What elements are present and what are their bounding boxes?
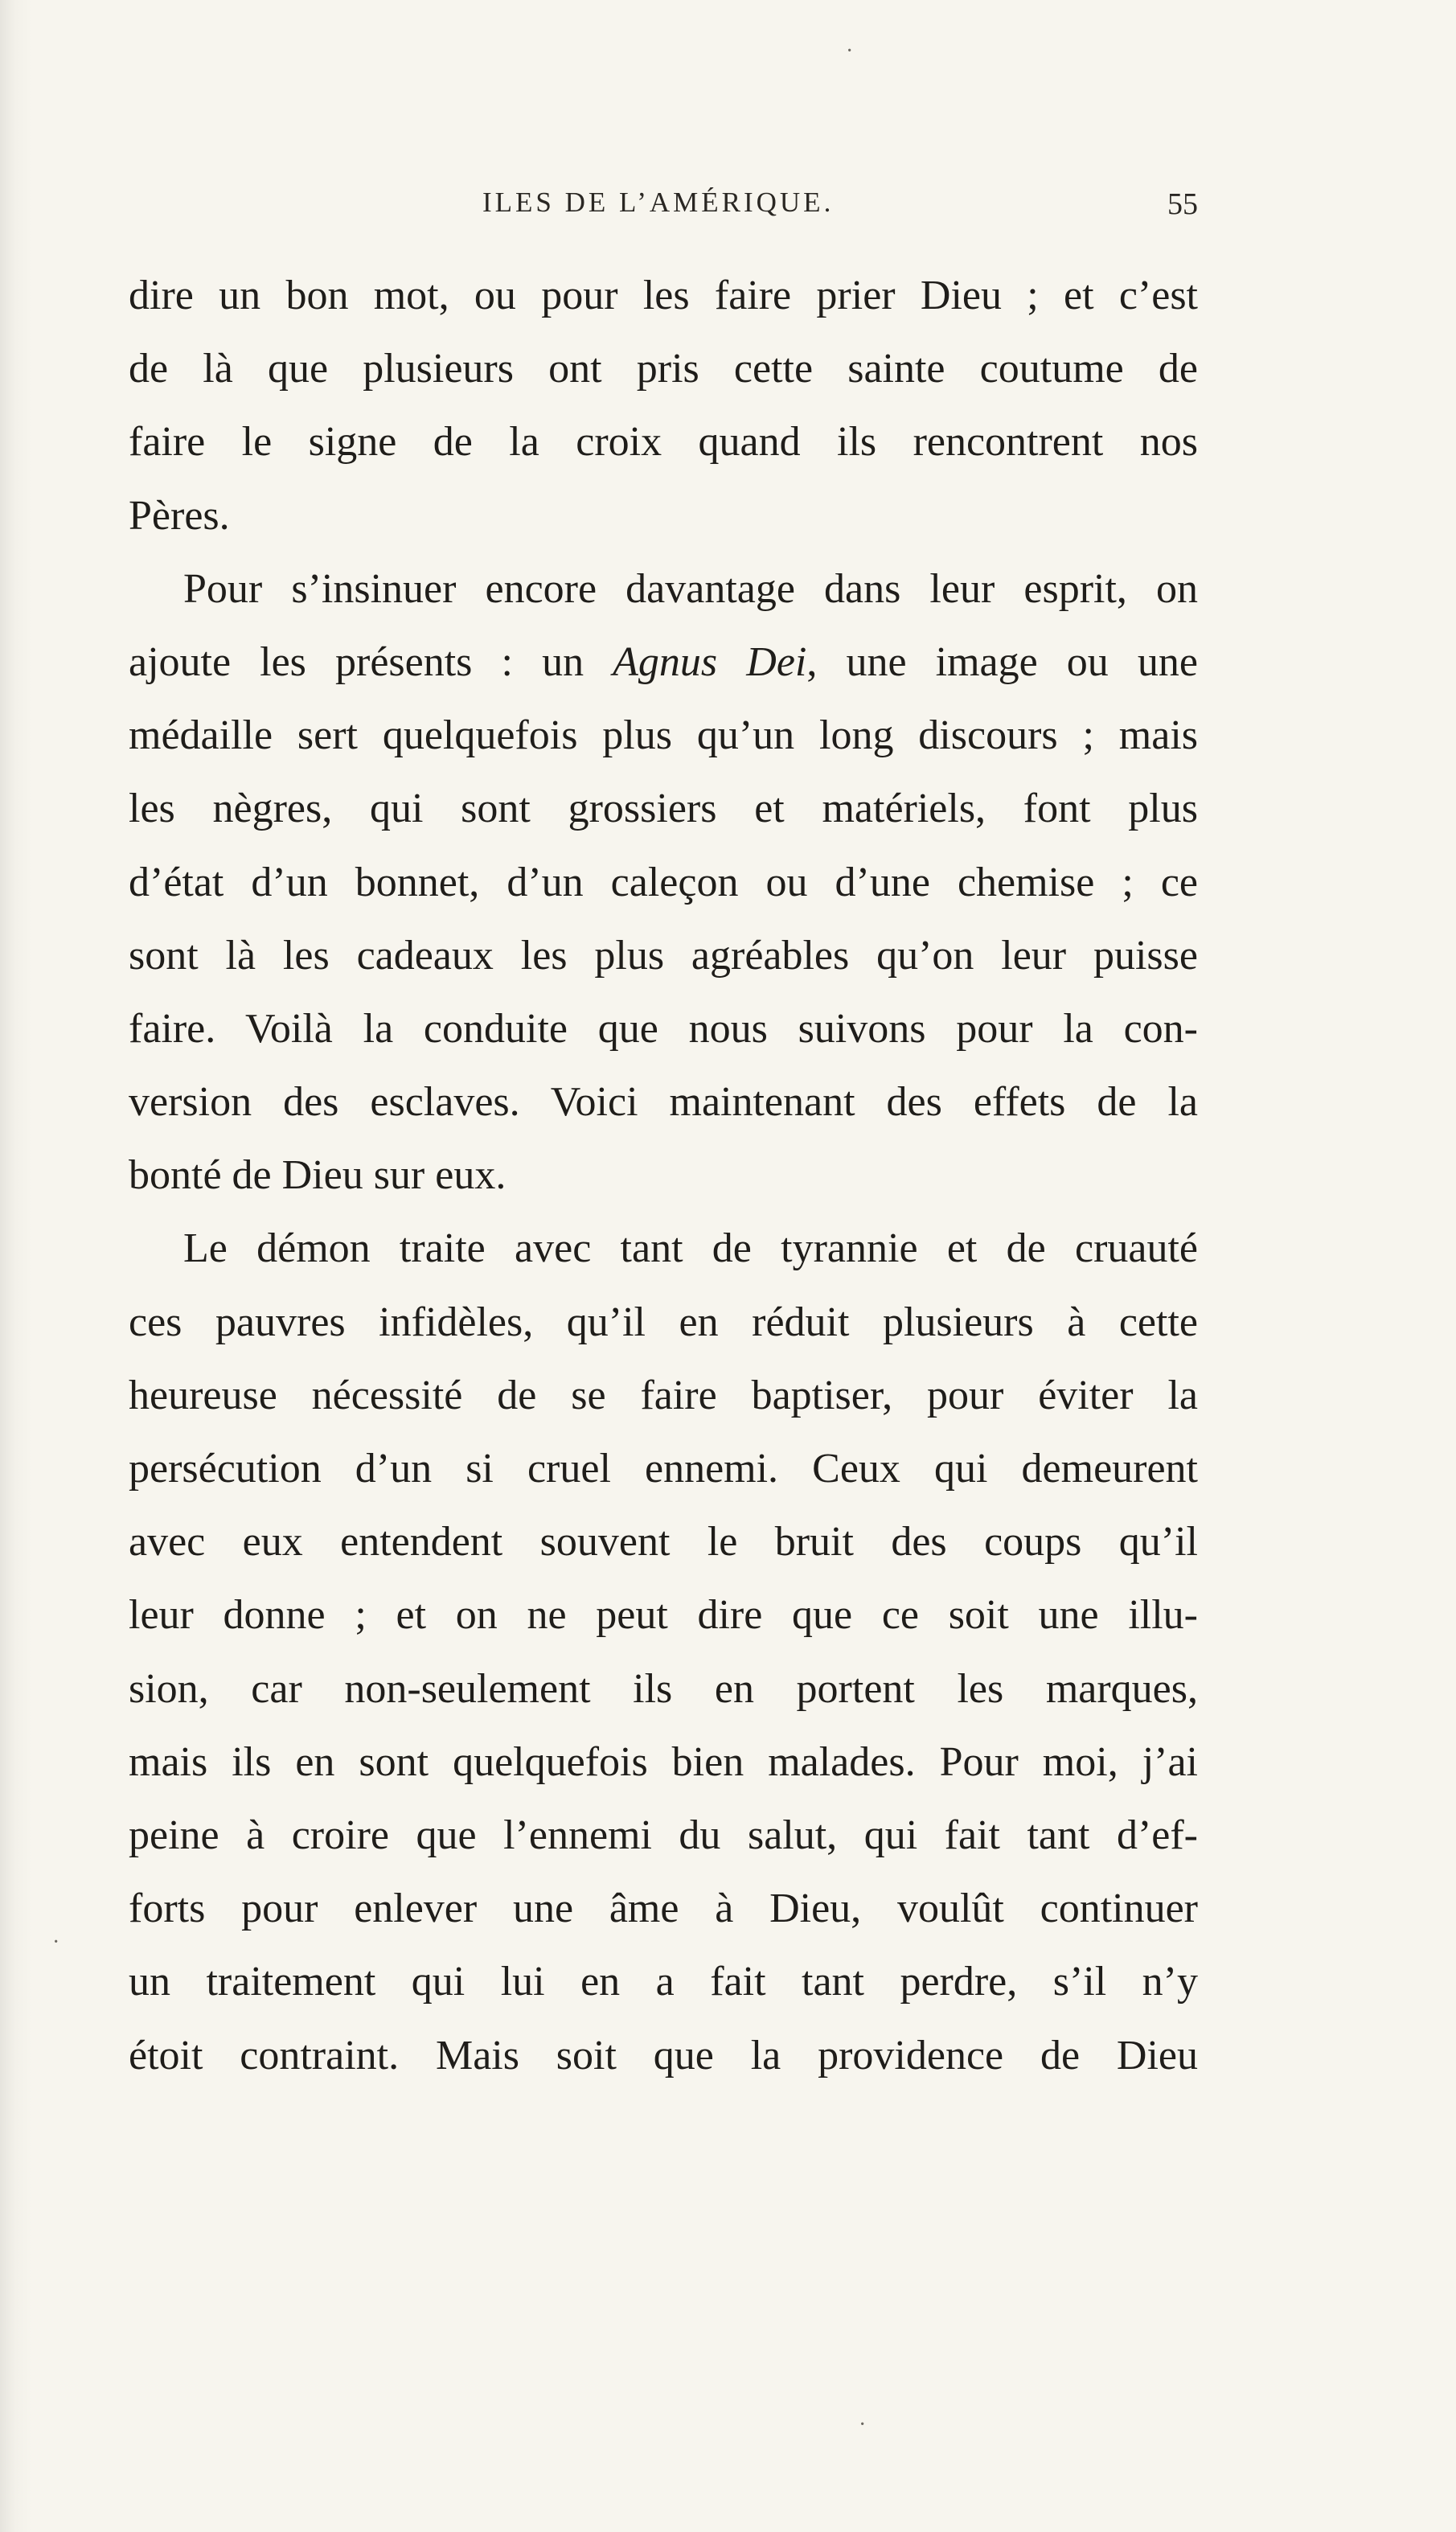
text-line: sont là les cadeaux les plus agréables qu’on leur puisse bbox=[129, 932, 1198, 979]
text-line: avec eux entendent souvent le bruit des coups qu’il bbox=[129, 1519, 1198, 1566]
running-title: ILES DE L’AMÉRIQUE. bbox=[482, 187, 835, 218]
text-fragment: ajoute les présents : un bbox=[129, 638, 613, 685]
text-line: bonté de Dieu sur eux. bbox=[129, 1152, 507, 1199]
text-line: ces pauvres infidèles, qu’il en réduit plusieurs à cette bbox=[129, 1299, 1198, 1345]
paper-speck: · bbox=[859, 2412, 867, 2437]
text-fragment: , une image ou une bbox=[806, 638, 1198, 685]
paper-speck: · bbox=[52, 1930, 60, 1955]
page-number: 55 bbox=[1167, 187, 1198, 221]
text-line: peine à croire que l’ennemi du salut, qui fait tant d’ef- bbox=[129, 1812, 1198, 1858]
text-line: leur donne ; et on ne peut dire que ce soit une illu- bbox=[129, 1592, 1198, 1639]
text-line: forts pour enlever une âme à Dieu, voulût continuer bbox=[129, 1886, 1198, 1932]
text-line: médaille sert quelquefois plus qu’un long discours ; mais bbox=[129, 712, 1198, 759]
italic-phrase: Agnus Dei bbox=[613, 638, 807, 685]
text-line: faire le signe de la croix quand ils rencontrent nos bbox=[129, 419, 1198, 466]
text-line: les nègres, qui sont grossiers et matériels, font plus bbox=[129, 786, 1198, 832]
text-line: faire. Voilà la conduite que nous suivons pour la con- bbox=[129, 1005, 1198, 1052]
page-header bbox=[129, 187, 1198, 235]
text-line: version des esclaves. Voici maintenant des effets de la bbox=[129, 1079, 1198, 1126]
paper-speck: · bbox=[846, 39, 854, 64]
text-line: Pères. bbox=[129, 492, 230, 539]
text-line: un traitement qui lui en a fait tant perdre, s’il n’y bbox=[129, 1959, 1198, 2005]
text-line: heureuse nécessité de se faire baptiser, pour éviter la bbox=[129, 1372, 1198, 1418]
text-line bbox=[129, 626, 1198, 699]
text-line: de là que plusieurs ont pris cette sainte coutume de bbox=[129, 346, 1198, 392]
text-line: sion, car non-seulement ils en portent les marques, bbox=[129, 1665, 1198, 1712]
text-line: mais ils en sont quelquefois bien malades. Pour moi, j’ai bbox=[129, 1738, 1198, 1785]
body-text bbox=[129, 259, 1198, 2092]
text-line: d’état d’un bonnet, d’un caleçon ou d’une chemise ; ce bbox=[129, 859, 1198, 905]
text-line: persécution d’un si cruel ennemi. Ceux qui demeurent bbox=[129, 1446, 1198, 1492]
text-line: dire un bon mot, ou pour les faire prier Dieu ; et c’est bbox=[129, 273, 1198, 318]
text-line: Le démon traite avec tant de tyrannie et de cruauté bbox=[183, 1225, 1198, 1272]
text-line: Pour s’insinuer encore davantage dans leur esprit, on bbox=[183, 565, 1198, 612]
text-line: étoit contraint. Mais soit que la providence de Dieu bbox=[129, 2032, 1198, 2079]
